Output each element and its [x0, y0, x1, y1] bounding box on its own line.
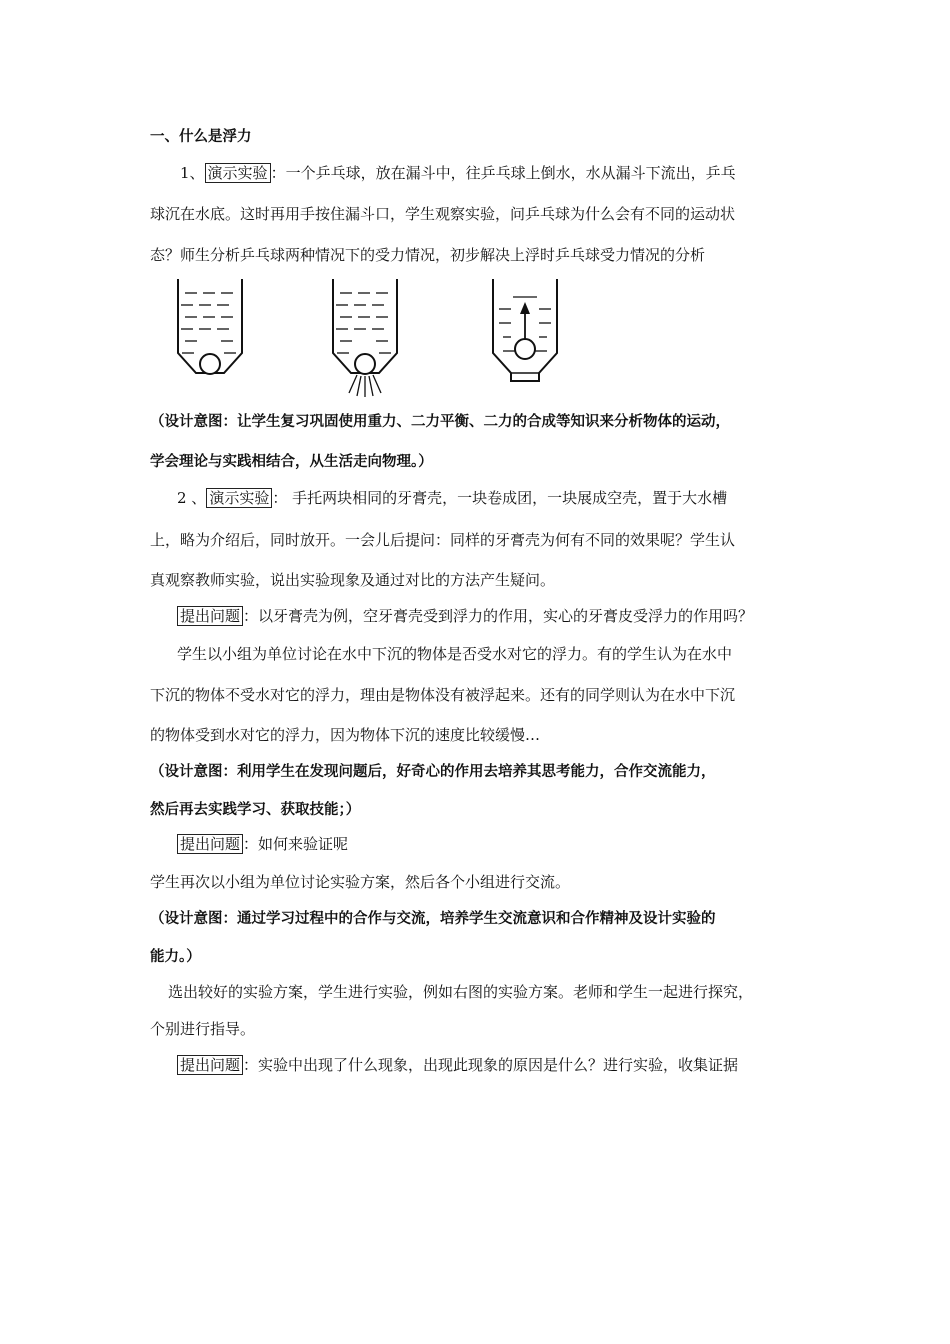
raise-question-label-3: 提出问题 [177, 1055, 243, 1075]
para2-line3: 真观察教师实验，说出实验现象及通过对比的方法产生疑问。 [150, 571, 556, 589]
demo-experiment-label-2: 演示实验 [206, 488, 272, 508]
para3-line1: 学生以小组为单位讨论在水中下沉的物体是否受水对它的浮力。有的学生认为在水中 [177, 645, 733, 663]
para2-separator: ： [272, 489, 288, 507]
para1-line1 [180, 163, 736, 183]
design-intent-1-line1: （设计意图：让学生复习巩固使用重力、二力平衡、二力的合成等知识来分析物体的运动， [150, 414, 730, 430]
para1-separator: ： [270, 164, 286, 182]
question-3 [177, 1055, 738, 1075]
para3-line2: 下沉的物体不受水对它的浮力，理由是物体没有被浮起来。还有的同学则认为在水中下沉 [150, 686, 736, 704]
para2-line2: 上，略为介绍后，同时放开。一会儿后提问：同样的牙膏壳为何有不同的效果呢？学生认 [150, 531, 736, 549]
raise-question-label-1: 提出问题 [177, 606, 243, 626]
design-intent-1-line2: 学会理论与实践相结合，从生活走向物理。） [150, 454, 433, 470]
design-intent-2-line1: （设计意图：利用学生在发现问题后，好奇心的作用去培养其思考能力，合作交流能力， [150, 764, 716, 780]
question-2 [177, 834, 348, 854]
design-intent-3-line2: 能力。） [150, 949, 201, 965]
para2-number: 2 、 [177, 489, 207, 507]
para1-line3: 态？师生分析乒乓球两种情况下的受力情况，初步解决上浮时乒乓球受力情况的分析 [150, 246, 706, 264]
para1-line2: 球沉在水底。这时再用手按住漏斗口，学生观察实验，问乒乓球为什么会有不同的运动状 [150, 205, 736, 223]
design-intent-3-line1: （设计意图：通过学习过程中的合作与交流，培养学生交流意识和合作精神及设计实验的 [150, 911, 716, 927]
question-1 [177, 606, 753, 626]
para5-line1: 选出较好的实验方案，学生进行实验，例如右图的实验方案。老师和学生一起进行探究， [168, 983, 754, 1001]
demo-experiment-label-1: 演示实验 [205, 163, 271, 183]
para2-text-a: 手托两块相同的牙膏壳，一块卷成团，一块展成空壳，置于大水槽 [287, 489, 728, 507]
question-3-text: ：实验中出现了什么现象，出现此现象的原因是什么？进行实验，收集证据 [243, 1056, 739, 1074]
section-title: 一、什么是浮力 [150, 129, 252, 145]
question-1-text: ：以牙膏壳为例，空牙膏壳受到浮力的作用，实心的牙膏皮受浮力的作用吗？ [243, 607, 754, 625]
para1-text-a: 一个乒乓球，放在漏斗中，往乒乓球上倒水，水从漏斗下流出，乒乓 [285, 164, 736, 182]
raise-question-label-2: 提出问题 [177, 834, 243, 854]
para3-line3: 的物体受到水对它的浮力，因为物体下沉的速度比较缓慢… [150, 726, 541, 744]
funnel-figure-1 [170, 275, 250, 385]
funnel-figure-3 [485, 275, 565, 385]
para5-line2: 个别进行指导。 [150, 1020, 256, 1038]
funnel-figure-2 [325, 275, 405, 400]
para4: 学生再次以小组为单位讨论实验方案，然后各个小组进行交流。 [150, 873, 571, 891]
question-2-text: ：如何来验证呢 [243, 835, 349, 853]
para1-number: 1、 [180, 164, 205, 182]
para2-line1 [177, 488, 727, 508]
design-intent-2-line2: 然后再去实践学习、获取技能；） [150, 802, 361, 818]
